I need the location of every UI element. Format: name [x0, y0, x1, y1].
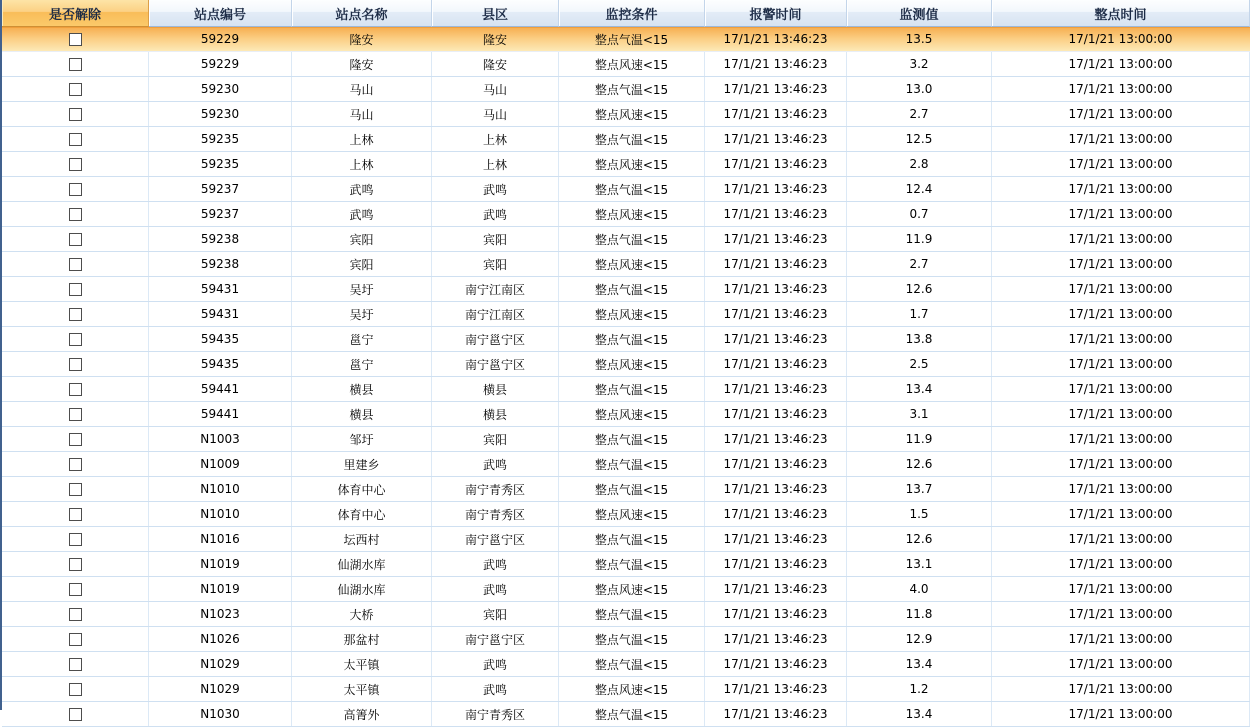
cell-condition[interactable]: 整点气温<15	[559, 452, 705, 476]
table-row[interactable]	[2, 52, 1250, 77]
cell-value[interactable]: 2.5	[847, 352, 992, 376]
remove-checkbox[interactable]	[69, 258, 82, 271]
column-header-condition[interactable]: 监控条件	[559, 0, 705, 27]
table-row[interactable]	[2, 677, 1250, 702]
table-row[interactable]	[2, 302, 1250, 327]
cell-hour_time[interactable]: 17/1/21 13:00:00	[992, 552, 1250, 576]
cell-value[interactable]: 12.9	[847, 627, 992, 651]
cell-station_id[interactable]: 59235	[149, 127, 292, 151]
cell-hour_time[interactable]: 17/1/21 13:00:00	[992, 427, 1250, 451]
column-header-district[interactable]: 县区	[432, 0, 559, 27]
cell-alarm_time[interactable]: 17/1/21 13:46:23	[705, 527, 847, 551]
cell-remove[interactable]	[2, 652, 149, 676]
cell-hour_time[interactable]: 17/1/21 13:00:00	[992, 527, 1250, 551]
cell-hour_time[interactable]: 17/1/21 13:00:00	[992, 102, 1250, 126]
cell-value[interactable]: 12.4	[847, 177, 992, 201]
cell-condition[interactable]: 整点风速<15	[559, 152, 705, 176]
cell-condition[interactable]: 整点气温<15	[559, 377, 705, 401]
cell-remove[interactable]	[2, 127, 149, 151]
cell-remove[interactable]	[2, 602, 149, 626]
table-row[interactable]	[2, 702, 1250, 727]
cell-station_name[interactable]: 里建乡	[292, 452, 432, 476]
cell-remove[interactable]	[2, 227, 149, 251]
cell-alarm_time[interactable]: 17/1/21 13:46:23	[705, 577, 847, 601]
cell-station_name[interactable]: 高箐外	[292, 702, 432, 726]
cell-remove[interactable]	[2, 552, 149, 576]
cell-district[interactable]: 武鸣	[432, 577, 559, 601]
cell-station_name[interactable]: 体育中心	[292, 477, 432, 501]
cell-condition[interactable]: 整点气温<15	[559, 127, 705, 151]
cell-condition[interactable]: 整点气温<15	[559, 177, 705, 201]
cell-remove[interactable]	[2, 252, 149, 276]
cell-alarm_time[interactable]: 17/1/21 13:46:23	[705, 427, 847, 451]
cell-hour_time[interactable]: 17/1/21 13:00:00	[992, 252, 1250, 276]
cell-condition[interactable]: 整点气温<15	[559, 527, 705, 551]
cell-value[interactable]: 2.7	[847, 252, 992, 276]
cell-station_id[interactable]: N1010	[149, 502, 292, 526]
cell-condition[interactable]: 整点风速<15	[559, 302, 705, 326]
table-row[interactable]	[2, 552, 1250, 577]
cell-value[interactable]: 0.7	[847, 202, 992, 226]
cell-district[interactable]: 武鸣	[432, 652, 559, 676]
remove-checkbox[interactable]	[69, 608, 82, 621]
cell-district[interactable]: 南宁江南区	[432, 302, 559, 326]
cell-alarm_time[interactable]: 17/1/21 13:46:23	[705, 702, 847, 726]
remove-checkbox[interactable]	[69, 133, 82, 146]
table-row[interactable]	[2, 227, 1250, 252]
column-header-hour_time[interactable]: 整点时间	[992, 0, 1250, 27]
cell-condition[interactable]: 整点风速<15	[559, 577, 705, 601]
table-row[interactable]	[2, 27, 1250, 52]
cell-district[interactable]: 上林	[432, 152, 559, 176]
cell-station_name[interactable]: 宾阳	[292, 227, 432, 251]
remove-checkbox[interactable]	[69, 708, 82, 721]
cell-district[interactable]: 宾阳	[432, 252, 559, 276]
cell-value[interactable]: 11.9	[847, 227, 992, 251]
cell-value[interactable]: 13.5	[905, 32, 933, 46]
cell-remove[interactable]	[2, 702, 149, 726]
cell-station_id[interactable]: 59237	[149, 202, 292, 226]
table-row[interactable]	[2, 627, 1250, 652]
cell-alarm_time[interactable]: 17/1/21 13:46:23	[705, 252, 847, 276]
cell-remove[interactable]	[2, 77, 149, 101]
cell-remove[interactable]	[2, 427, 149, 451]
table-row[interactable]	[2, 127, 1250, 152]
cell-station_id[interactable]: N1003	[149, 427, 292, 451]
cell-station_name[interactable]: 吴圩	[292, 277, 432, 301]
remove-checkbox[interactable]	[69, 558, 82, 571]
table-row[interactable]	[2, 327, 1250, 352]
remove-checkbox[interactable]	[69, 358, 82, 371]
remove-checkbox[interactable]	[69, 483, 82, 496]
cell-hour_time[interactable]: 17/1/21 13:00:00	[992, 377, 1250, 401]
cell-alarm_time[interactable]: 17/1/21 13:46:23	[705, 327, 847, 351]
remove-checkbox[interactable]	[69, 383, 82, 396]
cell-station_name[interactable]: 横县	[292, 377, 432, 401]
cell-station_id[interactable]: 59435	[149, 352, 292, 376]
cell-district[interactable]: 上林	[432, 127, 559, 151]
cell-alarm_time[interactable]: 17/1/21 13:46:23	[705, 552, 847, 576]
cell-hour_time[interactable]: 17/1/21 13:00:00	[992, 302, 1250, 326]
cell-hour_time[interactable]: 17/1/21 13:00:00	[992, 277, 1250, 301]
cell-hour_time[interactable]: 17/1/21 13:00:00	[992, 452, 1250, 476]
cell-hour_time[interactable]: 17/1/21 13:00:00	[992, 677, 1250, 701]
cell-district[interactable]: 南宁邕宁区	[432, 627, 559, 651]
cell-station_id[interactable]: N1010	[149, 477, 292, 501]
cell-district[interactable]: 武鸣	[432, 552, 559, 576]
cell-station_name[interactable]: 那盆村	[292, 627, 432, 651]
cell-station_id[interactable]: 59235	[149, 152, 292, 176]
cell-station_id[interactable]: 59431	[149, 302, 292, 326]
cell-station_id[interactable]: 59229	[149, 52, 292, 76]
cell-value[interactable]: 3.2	[847, 52, 992, 76]
cell-alarm_time[interactable]: 17/1/21 13:46:23	[705, 152, 847, 176]
grid-body	[2, 27, 1250, 727]
cell-remove[interactable]	[2, 677, 149, 701]
remove-checkbox[interactable]	[69, 683, 82, 696]
remove-checkbox[interactable]	[69, 283, 82, 296]
table-row[interactable]	[2, 277, 1250, 302]
table-row[interactable]	[2, 477, 1250, 502]
cell-district[interactable]: 武鸣	[432, 177, 559, 201]
cell-alarm_time[interactable]: 17/1/21 13:46:23	[705, 177, 847, 201]
cell-remove[interactable]	[2, 402, 149, 426]
cell-condition[interactable]: 整点气温<15	[559, 227, 705, 251]
cell-remove[interactable]	[2, 527, 149, 551]
table-row[interactable]	[2, 252, 1250, 277]
cell-alarm_time[interactable]: 17/1/21 13:46:23	[705, 127, 847, 151]
cell-condition[interactable]: 整点气温<15	[594, 32, 669, 47]
cell-station_id[interactable]: 59441	[149, 377, 292, 401]
cell-hour_time[interactable]: 17/1/21 13:00:00	[992, 127, 1250, 151]
cell-condition[interactable]: 整点风速<15	[559, 677, 705, 701]
cell-value[interactable]: 2.7	[847, 102, 992, 126]
cell-value[interactable]: 12.6	[847, 277, 992, 301]
remove-checkbox[interactable]	[69, 108, 82, 121]
cell-alarm_time[interactable]: 17/1/21 13:46:23	[705, 402, 847, 426]
cell-district[interactable]: 武鸣	[432, 677, 559, 701]
cell-alarm_time[interactable]: 17/1/21 13:46:23	[705, 277, 847, 301]
cell-district[interactable]: 武鸣	[432, 202, 559, 226]
table-row[interactable]	[2, 577, 1250, 602]
cell-station_name[interactable]: 上林	[292, 127, 432, 151]
cell-station_id[interactable]: 59230	[149, 102, 292, 126]
cell-remove[interactable]	[2, 102, 149, 126]
cell-hour_time[interactable]: 17/1/21 13:00:00	[992, 477, 1250, 501]
cell-value[interactable]: 4.0	[847, 577, 992, 601]
column-header-alarm_time[interactable]: 报警时间	[705, 0, 847, 27]
cell-hour_time[interactable]: 17/1/21 13:00:00	[992, 177, 1250, 201]
cell-condition[interactable]: 整点气温<15	[559, 602, 705, 626]
cell-remove[interactable]	[2, 152, 149, 176]
cell-remove[interactable]	[2, 477, 149, 501]
cell-value[interactable]: 13.4	[847, 652, 992, 676]
cell-station_name[interactable]: 横县	[292, 402, 432, 426]
remove-checkbox[interactable]	[69, 58, 82, 71]
cell-district[interactable]: 南宁江南区	[432, 277, 559, 301]
cell-condition[interactable]: 整点气温<15	[559, 652, 705, 676]
cell-station_id[interactable]: 59237	[149, 177, 292, 201]
cell-remove[interactable]	[2, 502, 149, 526]
cell-station_id[interactable]: N1019	[149, 577, 292, 601]
cell-hour_time[interactable]: 17/1/21 13:00:00	[992, 402, 1250, 426]
remove-checkbox[interactable]	[69, 158, 82, 171]
remove-checkbox[interactable]	[69, 633, 82, 646]
cell-district[interactable]: 宾阳	[432, 602, 559, 626]
cell-condition[interactable]: 整点气温<15	[559, 77, 705, 101]
table-row[interactable]	[2, 352, 1250, 377]
cell-alarm_time[interactable]: 17/1/21 13:46:23	[705, 302, 847, 326]
cell-station_id[interactable]: 59238	[149, 252, 292, 276]
table-row[interactable]	[2, 377, 1250, 402]
cell-station_name[interactable]: 太平镇	[292, 652, 432, 676]
cell-condition[interactable]: 整点风速<15	[559, 402, 705, 426]
cell-hour_time[interactable]: 17/1/21 13:00:00	[992, 502, 1250, 526]
cell-district[interactable]: 南宁邕宁区	[432, 352, 559, 376]
cell-hour_time[interactable]: 17/1/21 13:00:00	[992, 627, 1250, 651]
cell-station_name[interactable]: 坛西村	[292, 527, 432, 551]
cell-hour_time[interactable]: 17/1/21 13:00:00	[992, 77, 1250, 101]
cell-alarm_time[interactable]: 17/1/21 13:46:23	[705, 352, 847, 376]
table-row[interactable]	[2, 652, 1250, 677]
remove-checkbox[interactable]	[69, 458, 82, 471]
cell-hour_time[interactable]: 17/1/21 13:00:00	[992, 52, 1250, 76]
column-header-value[interactable]: 监测值	[847, 0, 992, 27]
column-header-remove[interactable]: 是否解除	[2, 0, 149, 27]
cell-value[interactable]: 12.6	[847, 527, 992, 551]
remove-checkbox[interactable]	[69, 333, 82, 346]
cell-alarm_time[interactable]: 17/1/21 13:46:23	[705, 52, 847, 76]
cell-station_name[interactable]: 邕宁	[292, 352, 432, 376]
cell-station_id[interactable]: N1029	[149, 677, 292, 701]
cell-alarm_time[interactable]: 17/1/21 13:46:23	[705, 627, 847, 651]
cell-condition[interactable]: 整点风速<15	[559, 502, 705, 526]
cell-station_id[interactable]: 59431	[149, 277, 292, 301]
cell-value[interactable]: 1.2	[847, 677, 992, 701]
cell-remove[interactable]	[2, 627, 149, 651]
cell-district[interactable]: 南宁邕宁区	[432, 327, 559, 351]
cell-value[interactable]: 13.7	[847, 477, 992, 501]
cell-value[interactable]: 12.5	[847, 127, 992, 151]
table-row[interactable]	[2, 602, 1250, 627]
cell-value[interactable]: 13.1	[847, 552, 992, 576]
cell-station_id[interactable]: 59229	[200, 32, 240, 46]
cell-remove[interactable]	[2, 452, 149, 476]
cell-hour_time[interactable]: 17/1/21 13:00:00	[992, 702, 1250, 726]
cell-alarm_time[interactable]: 17/1/21 13:46:23	[705, 227, 847, 251]
cell-remove[interactable]	[2, 327, 149, 351]
cell-value[interactable]: 11.9	[847, 427, 992, 451]
cell-station_name[interactable]: 大桥	[292, 602, 432, 626]
remove-checkbox[interactable]	[69, 508, 82, 521]
cell-remove[interactable]	[2, 577, 149, 601]
cell-district[interactable]: 横县	[432, 402, 559, 426]
remove-checkbox[interactable]	[69, 408, 82, 421]
cell-station_name[interactable]: 隆安	[349, 32, 374, 47]
table-row[interactable]	[2, 452, 1250, 477]
cell-district[interactable]: 南宁青秀区	[432, 502, 559, 526]
cell-station_id[interactable]: N1026	[149, 627, 292, 651]
cell-station_id[interactable]: 59230	[149, 77, 292, 101]
cell-station_name[interactable]: 武鸣	[292, 177, 432, 201]
remove-checkbox[interactable]	[69, 208, 82, 221]
cell-station_name[interactable]: 马山	[292, 77, 432, 101]
remove-checkbox[interactable]	[69, 83, 82, 96]
cell-value[interactable]: 13.0	[847, 77, 992, 101]
cell-station_id[interactable]: 59441	[149, 402, 292, 426]
cell-condition[interactable]: 整点气温<15	[559, 627, 705, 651]
cell-district[interactable]: 南宁邕宁区	[432, 527, 559, 551]
cell-value[interactable]: 13.8	[847, 327, 992, 351]
cell-remove[interactable]	[2, 377, 149, 401]
cell-district[interactable]: 南宁青秀区	[432, 477, 559, 501]
remove-checkbox[interactable]	[69, 658, 82, 671]
cell-station_id[interactable]: N1023	[149, 602, 292, 626]
cell-alarm_time[interactable]: 17/1/21 13:46:23	[705, 477, 847, 501]
cell-alarm_time[interactable]: 17/1/21 13:46:23	[705, 677, 847, 701]
cell-hour_time[interactable]: 17/1/21 13:00:00	[992, 327, 1250, 351]
cell-condition[interactable]: 整点气温<15	[559, 427, 705, 451]
cell-condition[interactable]: 整点气温<15	[559, 277, 705, 301]
cell-station_id[interactable]: 59435	[149, 327, 292, 351]
cell-alarm_time[interactable]: 17/1/21 13:46:23	[705, 77, 847, 101]
cell-value[interactable]: 1.5	[847, 502, 992, 526]
cell-alarm_time[interactable]: 17/1/21 13:46:23	[705, 502, 847, 526]
cell-condition[interactable]: 整点气温<15	[559, 552, 705, 576]
cell-station_name[interactable]: 上林	[292, 152, 432, 176]
remove-checkbox[interactable]	[69, 433, 82, 446]
cell-station_name[interactable]: 宾阳	[292, 252, 432, 276]
remove-checkbox[interactable]	[69, 533, 82, 546]
table-row[interactable]	[2, 177, 1250, 202]
cell-alarm_time[interactable]: 17/1/21 13:46:23	[705, 202, 847, 226]
cell-remove[interactable]	[2, 202, 149, 226]
cell-value[interactable]: 2.8	[847, 152, 992, 176]
cell-condition[interactable]: 整点气温<15	[559, 477, 705, 501]
remove-checkbox[interactable]	[69, 308, 82, 321]
cell-value[interactable]: 13.4	[847, 377, 992, 401]
cell-alarm_time[interactable]: 17/1/21 13:46:23	[705, 602, 847, 626]
cell-station_id[interactable]: N1019	[149, 552, 292, 576]
cell-hour_time[interactable]: 17/1/21 13:00:00	[992, 152, 1250, 176]
cell-condition[interactable]: 整点风速<15	[559, 52, 705, 76]
cell-condition[interactable]: 整点风速<15	[559, 252, 705, 276]
cell-remove[interactable]	[2, 52, 149, 76]
cell-hour_time[interactable]: 17/1/21 13:00:00	[992, 602, 1250, 626]
cell-remove[interactable]	[2, 302, 149, 326]
cell-station_name[interactable]: 体育中心	[292, 502, 432, 526]
table-row[interactable]	[2, 427, 1250, 452]
cell-station_name[interactable]: 邹圩	[292, 427, 432, 451]
cell-remove[interactable]	[2, 177, 149, 201]
cell-station_id[interactable]: N1030	[149, 702, 292, 726]
cell-value[interactable]: 12.6	[847, 452, 992, 476]
cell-station_id[interactable]: N1009	[149, 452, 292, 476]
cell-station_name[interactable]: 邕宁	[292, 327, 432, 351]
grid-header-row	[2, 0, 1250, 27]
cell-remove[interactable]	[2, 352, 149, 376]
cell-district[interactable]: 南宁青秀区	[432, 702, 559, 726]
cell-district[interactable]: 马山	[432, 77, 559, 101]
cell-hour_time[interactable]: 17/1/21 13:00:00	[992, 652, 1250, 676]
table-row[interactable]	[2, 527, 1250, 552]
table-row[interactable]	[2, 402, 1250, 427]
column-header-station_id[interactable]: 站点编号	[149, 0, 292, 27]
cell-value[interactable]: 3.1	[847, 402, 992, 426]
table-row[interactable]	[2, 502, 1250, 527]
cell-district[interactable]: 横县	[432, 377, 559, 401]
remove-checkbox[interactable]	[69, 183, 82, 196]
cell-remove[interactable]	[2, 27, 149, 51]
cell-station_id[interactable]: 59238	[149, 227, 292, 251]
cell-station_name[interactable]: 隆安	[292, 52, 432, 76]
cell-remove[interactable]	[2, 277, 149, 301]
cell-hour_time[interactable]: 17/1/21 13:00:00	[1068, 32, 1173, 46]
cell-condition[interactable]: 整点风速<15	[559, 352, 705, 376]
cell-alarm_time[interactable]: 17/1/21 13:46:23	[705, 652, 847, 676]
cell-hour_time[interactable]: 17/1/21 13:00:00	[992, 227, 1250, 251]
cell-condition[interactable]: 整点风速<15	[559, 202, 705, 226]
remove-checkbox[interactable]	[69, 233, 82, 246]
cell-hour_time[interactable]: 17/1/21 13:00:00	[992, 352, 1250, 376]
cell-alarm_time[interactable]: 17/1/21 13:46:23	[705, 452, 847, 476]
cell-station_name[interactable]: 吴圩	[292, 302, 432, 326]
cell-hour_time[interactable]: 17/1/21 13:00:00	[992, 577, 1250, 601]
remove-checkbox[interactable]	[69, 33, 82, 46]
cell-district[interactable]: 宾阳	[432, 227, 559, 251]
cell-district[interactable]: 隆安	[482, 32, 507, 47]
table-row[interactable]	[2, 202, 1250, 227]
cell-district[interactable]: 武鸣	[432, 452, 559, 476]
table-row[interactable]	[2, 152, 1250, 177]
remove-checkbox[interactable]	[69, 583, 82, 596]
cell-district[interactable]: 宾阳	[432, 427, 559, 451]
cell-station_name[interactable]: 武鸣	[292, 202, 432, 226]
cell-alarm_time[interactable]: 17/1/21 13:46:23	[705, 377, 847, 401]
table-row[interactable]	[2, 77, 1250, 102]
cell-station_id[interactable]: N1029	[149, 652, 292, 676]
cell-station_name[interactable]: 仙湖水库	[292, 577, 432, 601]
column-header-station_name[interactable]: 站点名称	[292, 0, 432, 27]
table-row[interactable]	[2, 102, 1250, 127]
cell-district[interactable]: 马山	[432, 102, 559, 126]
cell-value[interactable]: 13.4	[847, 702, 992, 726]
cell-hour_time[interactable]: 17/1/21 13:00:00	[992, 202, 1250, 226]
cell-district[interactable]: 隆安	[432, 52, 559, 76]
cell-alarm_time[interactable]: 17/1/21 13:46:23	[705, 102, 847, 126]
cell-condition[interactable]: 整点气温<15	[559, 702, 705, 726]
cell-condition[interactable]: 整点风速<15	[559, 102, 705, 126]
cell-alarm_time[interactable]: 17/1/21 13:46:23	[723, 32, 828, 46]
cell-station_name[interactable]: 太平镇	[292, 677, 432, 701]
cell-station_id[interactable]: N1016	[149, 527, 292, 551]
cell-station_name[interactable]: 仙湖水库	[292, 552, 432, 576]
cell-condition[interactable]: 整点气温<15	[559, 327, 705, 351]
cell-value[interactable]: 1.7	[847, 302, 992, 326]
cell-station_name[interactable]: 马山	[292, 102, 432, 126]
cell-value[interactable]: 11.8	[847, 602, 992, 626]
